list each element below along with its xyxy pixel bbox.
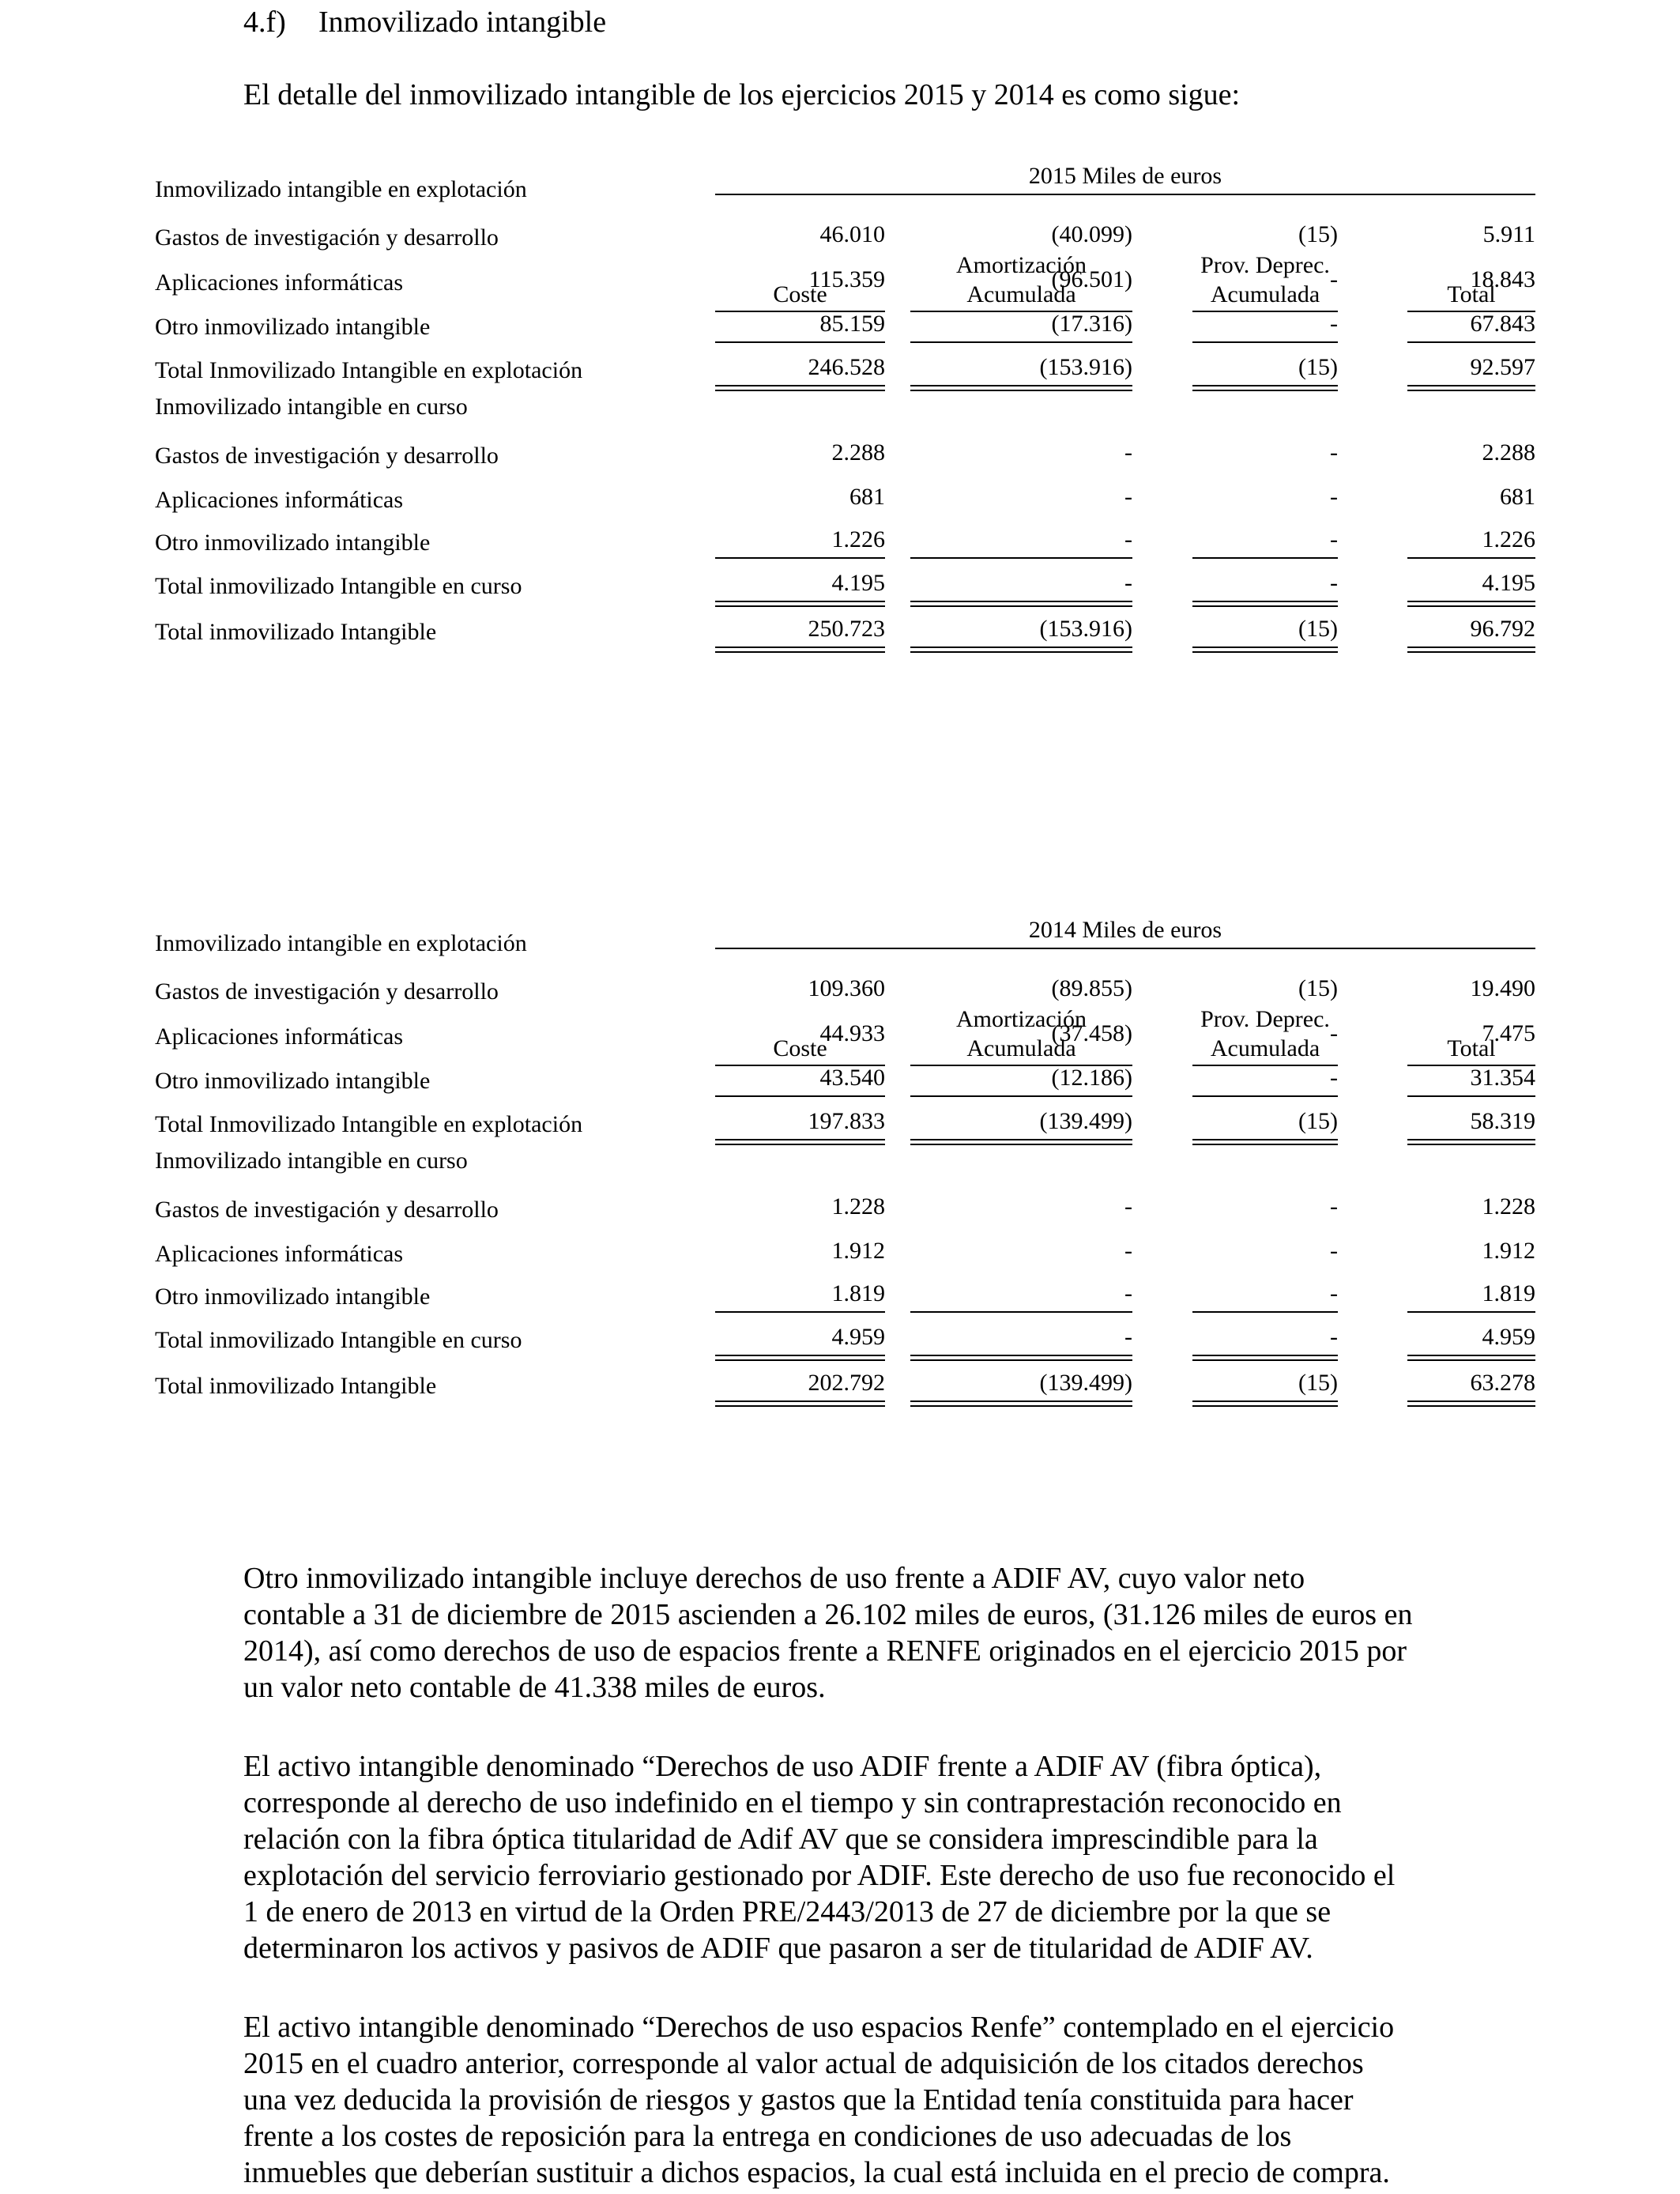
underline (1192, 1311, 1338, 1313)
underline (910, 557, 1132, 559)
cell-prov: - (1330, 311, 1338, 337)
cell-total: 96.792 (1470, 616, 1535, 642)
cell-total: 4.959 (1482, 1324, 1535, 1350)
cell-amort: - (1124, 526, 1132, 552)
underline (715, 557, 885, 559)
cell-total: 19.490 (1470, 975, 1535, 1001)
row-label: Total Inmovilizado Intangible en explotación (155, 357, 583, 383)
double-underline (715, 385, 885, 391)
row-label: Aplicaciones informáticas (155, 1241, 404, 1267)
cell-amort: - (1124, 439, 1132, 466)
underline (715, 341, 885, 343)
cell-total: 1.819 (1482, 1280, 1535, 1306)
double-underline (715, 1400, 885, 1407)
row-label: Otro inmovilizado intangible (155, 1284, 431, 1310)
paragraph-line: una vez deducida la provisión de riesgos y gastos que la Entidad tenía constituida para hacer (243, 2083, 1354, 2117)
cell-coste: 43.540 (819, 1065, 885, 1091)
cell-amort: (153.916) (1039, 616, 1132, 642)
header-acumulada: Acumulada (966, 1035, 1076, 1061)
cell-amort: (139.499) (1039, 1370, 1132, 1396)
cell-prov: - (1330, 266, 1338, 292)
double-underline (910, 385, 1132, 391)
paragraph-line: explotación del servicio ferroviario gestionado por ADIF. Este derecho de uso fue reconocido el (243, 1859, 1396, 1892)
table-caption: 2015 Miles de euros (1028, 163, 1222, 189)
section-heading (243, 5, 606, 40)
row-label: Otro inmovilizado intangible (155, 530, 431, 556)
cell-amort: (37.458) (1051, 1020, 1132, 1046)
table-row (0, 221, 1680, 252)
row-label: Inmovilizado intangible en curso (155, 394, 468, 420)
cell-total: 4.195 (1482, 570, 1535, 596)
double-underline (1407, 601, 1535, 607)
cell-amort: - (1124, 1324, 1132, 1350)
underline (1407, 1095, 1535, 1097)
cell-coste: 85.159 (819, 311, 885, 337)
underline (910, 1095, 1132, 1097)
table-row (0, 313, 1680, 341)
underline (1192, 1095, 1338, 1097)
cell-coste: 2.288 (831, 439, 885, 466)
cell-total: 92.597 (1470, 354, 1535, 380)
cell-total: 67.843 (1470, 311, 1535, 337)
cell-coste: 250.723 (808, 616, 885, 642)
cell-coste: 115.359 (808, 266, 885, 292)
section-title: Inmovilizado intangible (318, 6, 607, 39)
header-coste: Coste (773, 1035, 827, 1061)
table-row (0, 1326, 1680, 1355)
underline (1192, 341, 1338, 343)
paragraph-line: determinaron los activos y pasivos de ADIF que pasaron a ser de titularidad de ADIF AV. (243, 1932, 1313, 1965)
cell-prov: - (1330, 1065, 1338, 1091)
table-row (0, 175, 1680, 204)
cell-coste: 246.528 (808, 354, 885, 380)
row-label: Gastos de investigación y desarrollo (155, 1197, 499, 1223)
cell-amort: (12.186) (1051, 1065, 1132, 1091)
cell-prov: (15) (1298, 354, 1338, 380)
header-amortizacion: Amortización (956, 1006, 1087, 1032)
table-row (0, 1372, 1680, 1400)
cell-prov: - (1330, 1238, 1338, 1264)
cell-total: 31.354 (1470, 1065, 1535, 1091)
table-row (0, 1110, 1680, 1139)
table-row (0, 1240, 1680, 1269)
header-coste: Coste (773, 281, 827, 307)
cell-coste: 202.792 (808, 1370, 885, 1396)
paragraph-line: Otro inmovilizado intangible incluye derechos de uso frente a ADIF AV, cuyo valor neto (243, 1562, 1305, 1595)
cell-coste: 46.010 (819, 221, 885, 247)
cell-prov: (15) (1298, 1108, 1338, 1134)
underline (1407, 557, 1535, 559)
cell-total: 58.319 (1470, 1108, 1535, 1134)
row-label: Total Inmovilizado Intangible en explotación (155, 1111, 583, 1137)
body-paragraph (243, 1748, 1476, 1966)
row-label: Inmovilizado intangible en curso (155, 1148, 468, 1174)
cell-amort: - (1124, 1193, 1132, 1220)
table-row (0, 1280, 1680, 1311)
cell-prov: - (1330, 439, 1338, 466)
underline (1192, 557, 1338, 559)
cell-amort: (153.916) (1039, 354, 1132, 380)
double-underline (1192, 601, 1338, 607)
cell-coste: 44.933 (819, 1020, 885, 1046)
cell-prov: - (1330, 484, 1338, 510)
double-underline (1407, 1400, 1535, 1407)
paragraph-line: contable a 31 de diciembre de 2015 ascienden a 26.102 miles de euros, (31.126 miles de euros en (243, 1598, 1413, 1631)
cell-amort: (89.855) (1051, 975, 1132, 1001)
row-label: Total inmovilizado Intangible (155, 619, 437, 645)
row-label: Total inmovilizado Intangible en curso (155, 573, 522, 599)
cell-prov: - (1330, 526, 1338, 552)
cell-prov: - (1330, 1193, 1338, 1220)
cell-coste: 1.912 (831, 1238, 885, 1264)
table-row (0, 526, 1680, 557)
paragraph-line: un valor neto contable de 41.338 miles de euros. (243, 1671, 826, 1704)
cell-coste: 681 (849, 484, 885, 510)
double-underline (715, 1139, 885, 1145)
double-underline (910, 1400, 1132, 1407)
cell-coste: 1.226 (831, 526, 885, 552)
cell-amort: (139.499) (1039, 1108, 1132, 1134)
cell-prov: (15) (1298, 1370, 1338, 1396)
cell-amort: (17.316) (1051, 311, 1132, 337)
cell-coste: 4.195 (831, 570, 885, 596)
double-underline (1192, 1355, 1338, 1361)
cell-total: 5.911 (1482, 221, 1535, 247)
row-label: Inmovilizado intangible en explotación (155, 930, 527, 956)
section-number: 4.f) (243, 6, 286, 39)
table-caption: 2014 Miles de euros (1028, 917, 1222, 943)
paragraph-line: relación con la fibra óptica titularidad de Adif AV que se considera imprescindible para la (243, 1823, 1318, 1856)
cell-amort: - (1124, 1280, 1132, 1306)
row-label: Aplicaciones informáticas (155, 270, 404, 296)
cell-prov: (15) (1298, 221, 1338, 247)
underline (910, 1311, 1132, 1313)
table-row (0, 572, 1680, 601)
cell-coste: 1.228 (831, 1193, 885, 1220)
cell-prov: - (1330, 1324, 1338, 1350)
header-prov-deprec: Prov. Deprec. (1200, 1006, 1330, 1032)
table-row (0, 393, 1680, 421)
paragraph-line: 1 de enero de 2013 en virtud de la Orden PRE/2443/2013 de 27 de diciembre por la que se (243, 1895, 1332, 1928)
row-label: Total inmovilizado Intangible (155, 1373, 437, 1399)
row-label: Total inmovilizado Intangible en curso (155, 1327, 522, 1353)
cell-total: 1.226 (1482, 526, 1535, 552)
double-underline (1192, 385, 1338, 391)
row-label: Aplicaciones informáticas (155, 487, 404, 513)
cell-amort: (40.099) (1051, 221, 1132, 247)
cell-coste: 4.959 (831, 1324, 885, 1350)
header-amortizacion: Amortización (956, 252, 1087, 278)
double-underline (1192, 647, 1338, 653)
underline (910, 341, 1132, 343)
cell-total: 2.288 (1482, 439, 1535, 466)
underline (715, 1095, 885, 1097)
double-underline (1407, 1139, 1535, 1145)
paragraph-line: El activo intangible denominado “Derechos de uso ADIF frente a ADIF AV (fibra óptica), (243, 1750, 1322, 1783)
cell-total: 1.912 (1482, 1238, 1535, 1264)
header-acumulada: Acumulada (1210, 1035, 1320, 1061)
double-underline (715, 647, 885, 653)
double-underline (1407, 647, 1535, 653)
table-row (0, 618, 1680, 647)
row-label: Gastos de investigación y desarrollo (155, 224, 499, 251)
double-underline (1407, 385, 1535, 391)
table-row (0, 486, 1680, 515)
paragraph-line: inmuebles que deberían sustituir a dichos espacios, la cual está incluida en el precio de compra. (243, 2156, 1390, 2189)
double-underline (910, 647, 1132, 653)
table-row (0, 1193, 1680, 1224)
table-row (0, 266, 1680, 297)
cell-total: 1.228 (1482, 1193, 1535, 1220)
row-label: Otro inmovilizado intangible (155, 314, 431, 340)
header-total: Total (1447, 281, 1496, 307)
underline (1407, 341, 1535, 343)
header-acumulada: Acumulada (966, 281, 1076, 307)
cell-amort: - (1124, 1238, 1132, 1264)
row-label: Aplicaciones informáticas (155, 1023, 404, 1050)
row-label: Gastos de investigación y desarrollo (155, 443, 499, 469)
paragraph-line: El activo intangible denominado “Derechos de uso espacios Renfe” contemplado en el ejercicio (243, 2011, 1395, 2044)
paragraph-line: corresponde al derecho de uso indefinido en el tiempo y sin contraprestación reconocido en (243, 1786, 1342, 1819)
body-paragraph (243, 1560, 1476, 1706)
cell-total: 63.278 (1470, 1370, 1535, 1396)
cell-amort: - (1124, 484, 1132, 510)
paragraph-line: 2014), así como derechos de uso de espacios frente a RENFE originados en el ejercicio 2015 por (243, 1634, 1407, 1668)
cell-prov: (15) (1298, 975, 1338, 1001)
cell-amort: (96.501) (1051, 266, 1132, 292)
cell-prov: - (1330, 1280, 1338, 1306)
row-label: Inmovilizado intangible en explotación (155, 176, 527, 202)
underline (715, 1311, 885, 1313)
cell-coste: 197.833 (808, 1108, 885, 1134)
body-paragraph (243, 2009, 1476, 2191)
intro-text: El detalle del inmovilizado intangible de los ejercicios 2015 y 2014 es como sigue: (243, 78, 1241, 111)
cell-amort: - (1124, 570, 1132, 596)
cell-total: 681 (1500, 484, 1535, 510)
double-underline (715, 601, 885, 607)
table-row (0, 1147, 1680, 1175)
cell-coste: 109.360 (808, 975, 885, 1001)
table-row (0, 1020, 1680, 1051)
cell-total: 18.843 (1470, 266, 1535, 292)
underline (1407, 1311, 1535, 1313)
double-underline (910, 601, 1132, 607)
paragraph-line: 2015 en el cuadro anterior, corresponde al valor actual de adquisición de los citados derechos (243, 2047, 1364, 2080)
table-row (0, 1067, 1680, 1095)
cell-total: 7.475 (1482, 1020, 1535, 1046)
double-underline (1192, 1139, 1338, 1145)
double-underline (1192, 1400, 1338, 1407)
header-prov-deprec: Prov. Deprec. (1200, 252, 1330, 278)
table-row (0, 975, 1680, 1006)
header-total: Total (1447, 1035, 1496, 1061)
paragraph-line: frente a los costes de reposición para la entrega en condiciones de uso adecuadas de los (243, 2120, 1292, 2153)
double-underline (1407, 1355, 1535, 1361)
double-underline (910, 1355, 1132, 1361)
double-underline (715, 1355, 885, 1361)
cell-coste: 1.819 (831, 1280, 885, 1306)
double-underline (910, 1139, 1132, 1145)
table-row (0, 439, 1680, 470)
table-row (0, 929, 1680, 958)
row-label: Otro inmovilizado intangible (155, 1068, 431, 1094)
header-acumulada: Acumulada (1210, 281, 1320, 307)
row-label: Gastos de investigación y desarrollo (155, 978, 499, 1005)
cell-prov: (15) (1298, 616, 1338, 642)
cell-prov: - (1330, 1020, 1338, 1046)
cell-prov: - (1330, 570, 1338, 596)
table-row (0, 356, 1680, 385)
